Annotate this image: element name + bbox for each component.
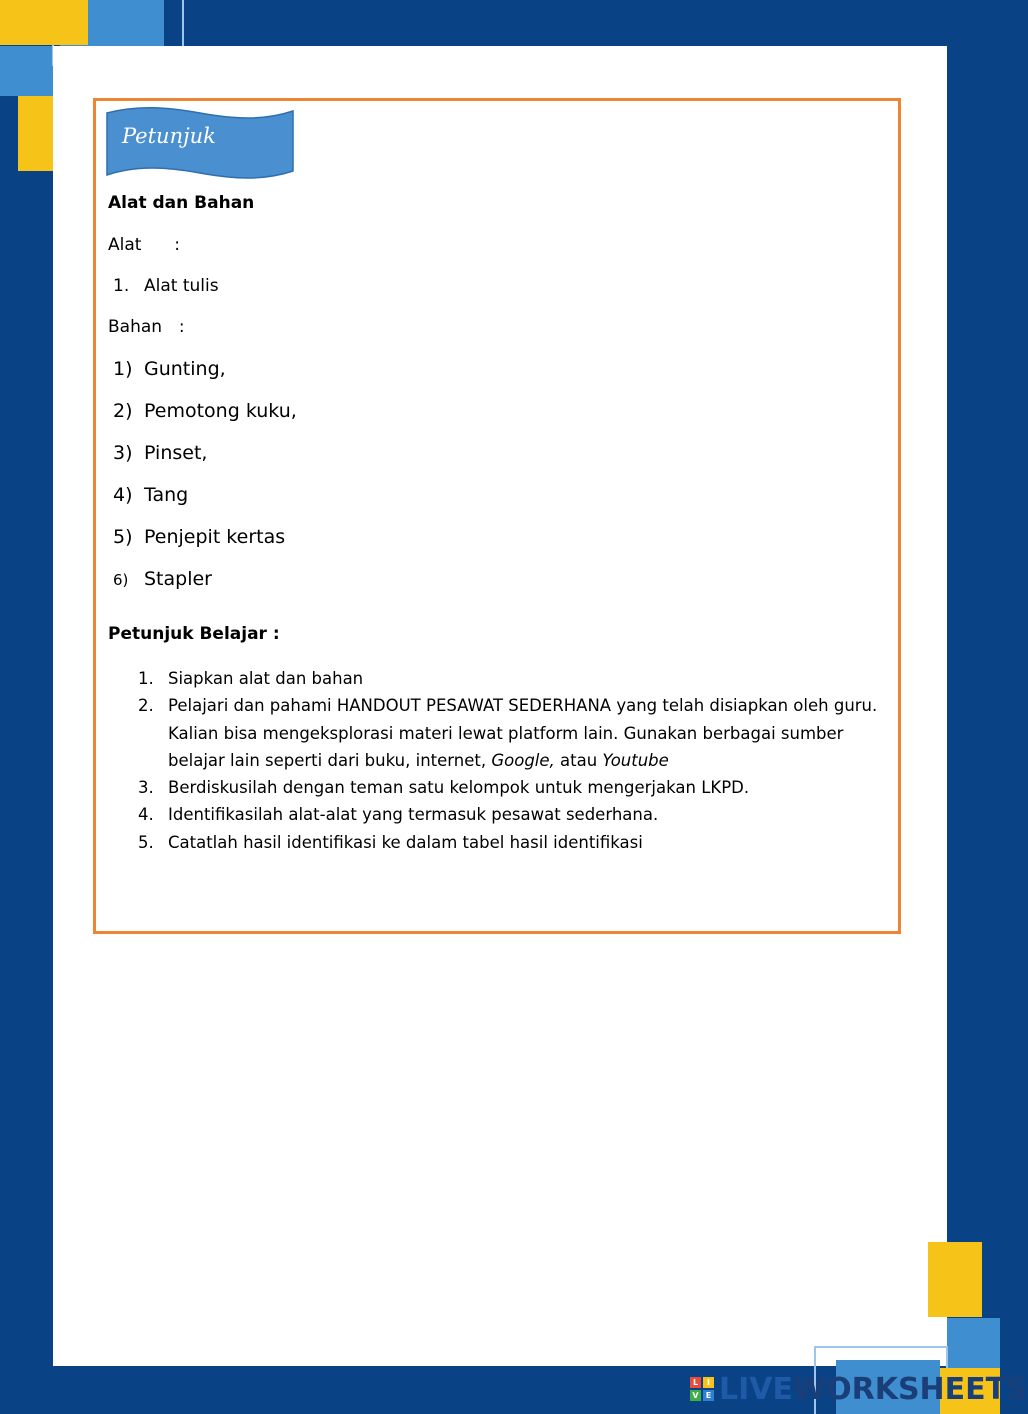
instruction-step xyxy=(138,829,888,856)
step-text xyxy=(168,692,888,774)
instructions-heading: Petunjuk Belajar : xyxy=(108,624,280,644)
step-number: 1. xyxy=(138,669,154,688)
step-text: Identifikasilah alat-alat yang termasuk pesawat sederhana. xyxy=(168,805,659,825)
liveworksheets-logo[interactable] xyxy=(690,1371,1028,1407)
corner-light-blue-block xyxy=(0,46,53,96)
instruction-step xyxy=(138,801,888,828)
step-text: Berdiskusilah dengan teman satu kelompok untuk mengerjakan LKPD. xyxy=(168,778,750,798)
bahan-item-number: 6) xyxy=(113,571,129,589)
logo-letter: I xyxy=(703,1377,714,1388)
bahan-item-text: Tang xyxy=(144,484,189,506)
bahan-item xyxy=(113,358,226,380)
bahan-item-number: 1) xyxy=(113,358,133,380)
alat-item-text: Alat tulis xyxy=(144,276,219,296)
bahan-item xyxy=(113,400,297,422)
bahan-colon: : xyxy=(178,317,185,337)
corner-light-blue-bottom-block xyxy=(947,1318,1000,1368)
bahan-item xyxy=(113,442,207,464)
logo-letter: L xyxy=(690,1377,701,1388)
bahan-item xyxy=(113,568,212,590)
step-number: 3. xyxy=(138,778,154,798)
step-text-mid: atau xyxy=(554,750,603,770)
logo-letter: V xyxy=(690,1390,701,1401)
instruction-step xyxy=(138,774,888,801)
step-number: 5. xyxy=(138,832,154,852)
bahan-item-number: 2) xyxy=(113,400,133,422)
bahan-item-text: Penjepit kertas xyxy=(144,526,286,548)
step-text: Siapkan alat dan bahan xyxy=(168,669,364,688)
step-number: 2. xyxy=(138,696,154,716)
logo-grid-icon xyxy=(690,1377,714,1401)
banner-title: Petunjuk xyxy=(122,124,216,148)
bahan-item-text: Pinset, xyxy=(144,442,208,464)
tools-heading: Alat dan Bahan xyxy=(108,193,255,213)
bahan-item xyxy=(113,526,285,548)
instructions-list xyxy=(138,665,888,856)
step-number: 4. xyxy=(138,805,154,825)
bahan-item-text: Pemotong kuku, xyxy=(144,400,297,422)
step-text-youtube: Youtube xyxy=(602,750,669,770)
logo-letter: E xyxy=(703,1390,714,1401)
bahan-item-number: 5) xyxy=(113,526,133,548)
step-text-main: Pelajari dan pahami HANDOUT PESAWAT SEDERHANA yang telah disiapkan oleh guru. Kalian bisa mengeksplorasi materi lewat platform lain. Gunakan berbagai sumber belajar lain seperti dari buku, internet, xyxy=(168,696,878,770)
bahan-label: Bahan xyxy=(108,317,163,337)
alat-item xyxy=(113,276,219,296)
alat-label-row xyxy=(108,235,180,255)
step-text-google: Google, xyxy=(491,750,555,770)
bahan-item-number: 3) xyxy=(113,442,133,464)
alat-label: Alat xyxy=(108,235,142,255)
instruction-step xyxy=(138,692,888,774)
logo-text-worksheets: WORKSHEETS xyxy=(793,1371,1028,1407)
corner-yellow-right-block xyxy=(928,1242,982,1317)
alat-item-number: 1. xyxy=(113,276,130,296)
bahan-item-number: 4) xyxy=(113,484,133,506)
bahan-item xyxy=(113,484,188,506)
instruction-step xyxy=(138,665,888,692)
step-text: Catatlah hasil identifikasi ke dalam tabel hasil identifikasi xyxy=(168,832,643,852)
bahan-item-text: Stapler xyxy=(144,568,212,590)
logo-text-live: LIVE xyxy=(719,1371,793,1407)
bahan-label-row xyxy=(108,317,185,337)
bahan-item-text: Gunting, xyxy=(144,358,226,380)
alat-colon: : xyxy=(174,235,180,255)
corner-yellow-top-block xyxy=(0,0,88,45)
